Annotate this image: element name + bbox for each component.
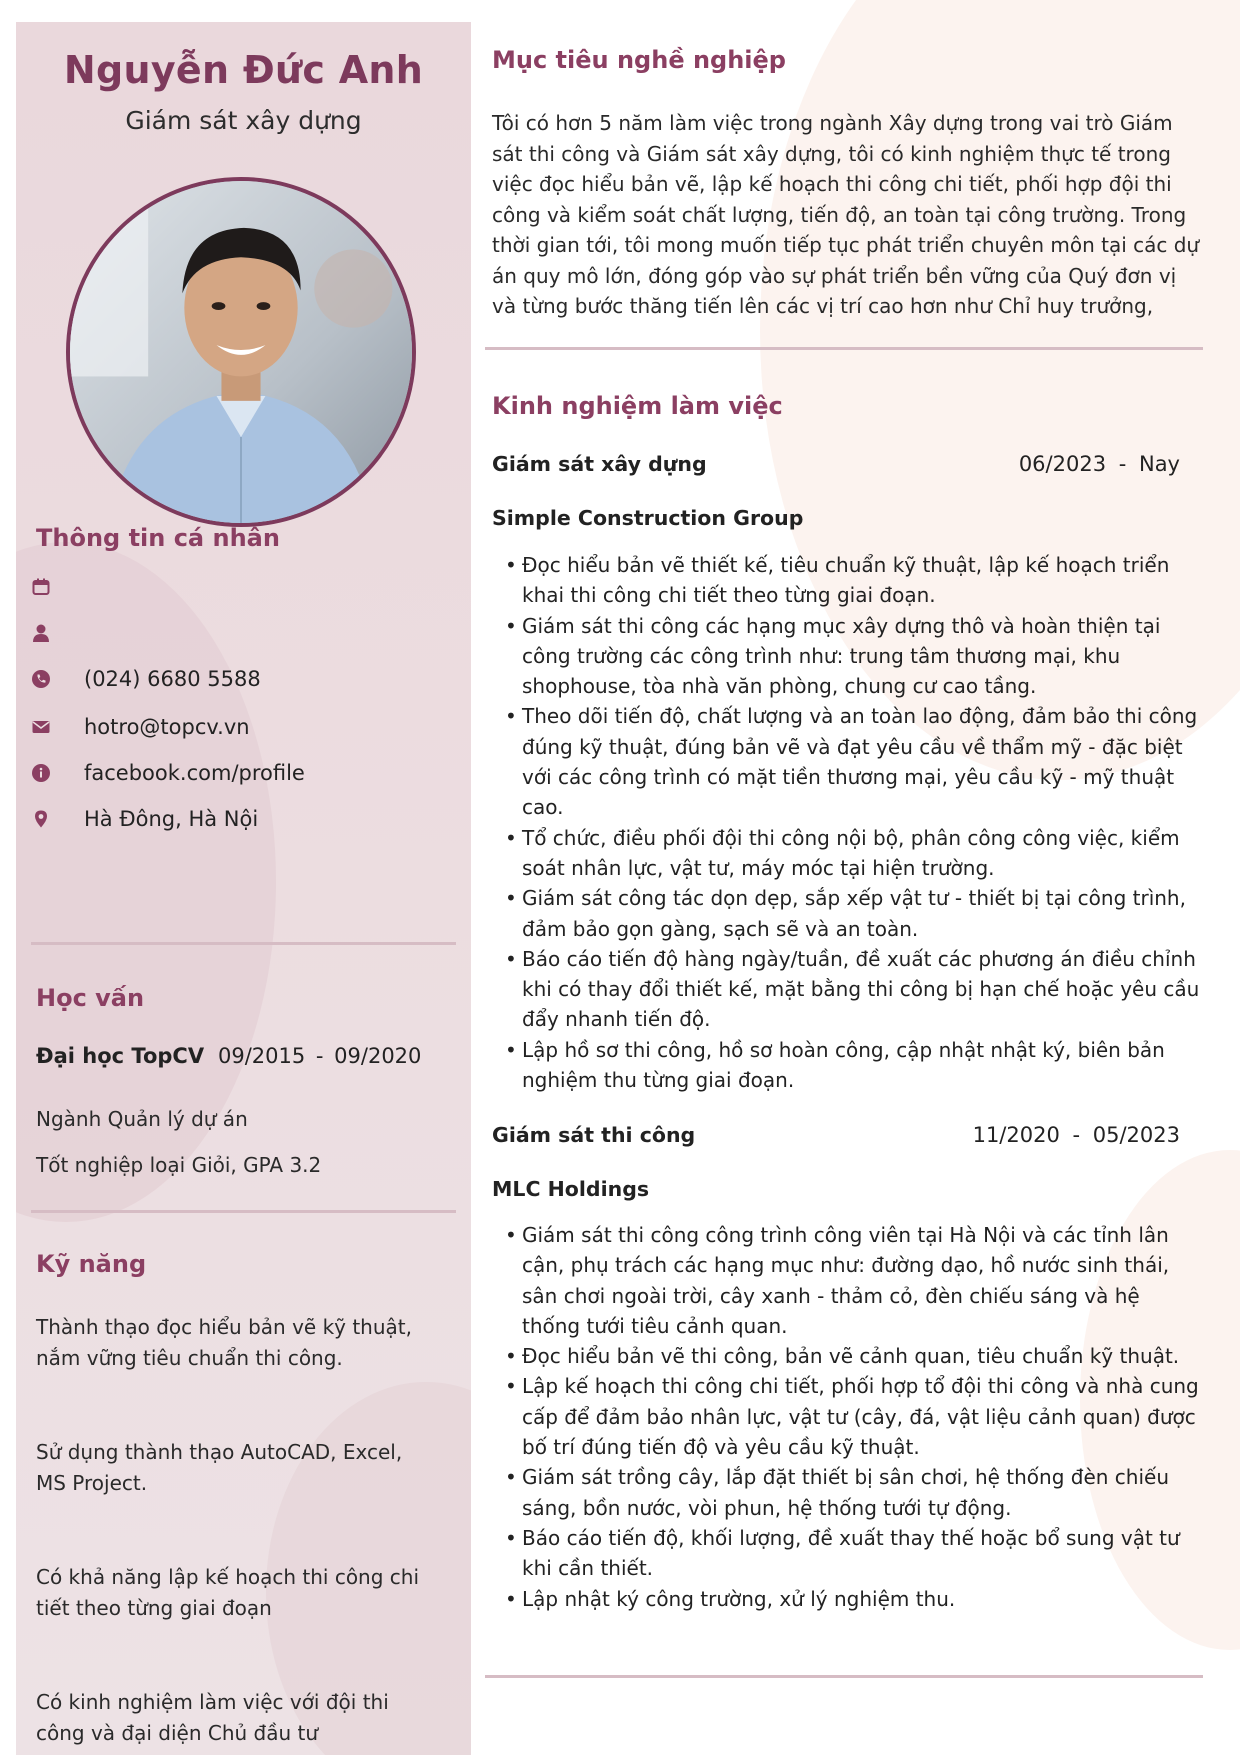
- list-item: • Đọc hiểu bản vẽ thiết kế, tiêu chuẩn kỹ thuật, lập kế hoạch triển khai thi công chi tiết theo từng giai đoạn.: [522, 550, 1204, 611]
- education-result: Tốt nghiệp loại Giỏi, GPA 3.2: [36, 1153, 322, 1177]
- job-dates: 11/2020 - 05/2023: [972, 1123, 1180, 1147]
- personal-info-heading: Thông tin cá nhân: [36, 524, 280, 552]
- list-item: • Giám sát công tác dọn dẹp, sắp xếp vật tư - thiết bị tại công trình, đảm bảo gọn gàng, sạch sẽ và an toàn.: [522, 883, 1204, 944]
- job-title: Giám sát xây dựng: [492, 452, 707, 476]
- section-divider: [485, 347, 1203, 350]
- job-bullets: [492, 550, 1204, 1095]
- list-item: • Lập kế hoạch thi công chi tiết, phối hợp tổ đội thi công và nhà cung cấp để đảm bảo nhân lực, vật tư (cây, đá, vật liệu cảnh quan) được bố trí đúng tiến độ và yêu cầu kỹ thuật.: [522, 1371, 1204, 1462]
- job-company: MLC Holdings: [492, 1177, 650, 1201]
- job-title: Giám sát thi công: [492, 1123, 696, 1147]
- candidate-title: Giám sát xây dựng: [125, 106, 362, 135]
- list-item: • Giám sát trồng cây, lắp đặt thiết bị sân chơi, hệ thống đèn chiếu sáng, bồn nước, vòi phun, hệ thống tưới tự động.: [522, 1462, 1204, 1523]
- education-major: Ngành Quản lý dự án: [36, 1107, 248, 1131]
- list-item: • Giám sát thi công công trình công viên tại Hà Nội và các tỉnh lân cận, phụ trách các hạng mục như: đường dạo, hồ nước sinh thái, sân chơi ngoài trời, cây xanh - thảm cỏ, đèn chiếu sáng và hệ thống tưới tiêu cảnh quan.: [522, 1220, 1204, 1341]
- list-item: • Giám sát thi công các hạng mục xây dựng thô và hoàn thiện tại công trường các công trình như: trung tâm thương mại, khu shophouse, tòa nhà văn phòng, chung cư cao tầng.: [522, 611, 1204, 702]
- phone-text: (024) 6680 5588: [84, 667, 261, 691]
- list-item: • Đọc hiểu bản vẽ thi công, bản vẽ cảnh quan, tiêu chuẩn kỹ thuật.: [522, 1341, 1204, 1371]
- list-item: • Lập nhật ký công trường, xử lý nghiệm thu.: [522, 1584, 1204, 1614]
- list-item: • Báo cáo tiến độ hàng ngày/tuần, đề xuất các phương án điều chỉnh khi có thay đổi thiết kế, mặt bằng thi công bị hạn chế hoặc yêu cầu đẩy nhanh tiến độ.: [522, 944, 1204, 1035]
- address-text: Hà Đông, Hà Nội: [84, 807, 259, 831]
- list-item: • Theo dõi tiến độ, chất lượng và an toàn lao động, đảm bảo thi công đúng kỹ thuật, đúng bản vẽ và đạt yêu cầu về thẩm mỹ - đặc biệt với các công trình có mặt tiền thương mại, yêu cầu kỹ - mỹ thuật cao.: [522, 701, 1204, 822]
- education-school: Đại học TopCV: [36, 1044, 205, 1068]
- section-divider: [485, 1675, 1203, 1678]
- website-text: facebook.com/profile: [84, 761, 305, 785]
- skill-item: Có kinh nghiệm làm việc với đội thi công và đại diện Chủ đầu tư: [36, 1690, 389, 1745]
- skill-item: Có khả năng lập kế hoạch thi công chi tiết theo từng giai đoạn: [36, 1565, 420, 1620]
- education-dates: 09/2015 - 09/2020: [218, 1044, 422, 1068]
- skill-item: Sử dụng thành thạo AutoCAD, Excel, MS Project.: [36, 1440, 403, 1495]
- objective-heading: Mục tiêu nghề nghiệp: [492, 46, 786, 74]
- job-dates: 06/2023 - Nay: [1018, 452, 1180, 476]
- list-item: • Báo cáo tiến độ, khối lượng, đề xuất thay thế hoặc bổ sung vật tư khi cần thiết.: [522, 1523, 1204, 1584]
- experience-heading: Kinh nghiệm làm việc: [492, 392, 783, 420]
- objective-text: Tôi có hơn 5 năm làm việc trong ngành Xây dựng trong vai trò Giám sát thi công và Giám sát xây dựng, tôi có kinh nghiệm thực tế trong việc đọc hiểu bản vẽ, lập kế hoạch thi công chi tiết, phối hợp đội thi công và kiểm soát chất lượng, tiến độ, an toàn tại công trường. Trong thời gian tới, tôi mong muốn tiếp tục phát triển chuyên môn tại các dự án quy mô lớn, đóng góp vào sự phát triển bền vững của Quý đơn vị và từng bước thăng tiến lên các vị trí cao hơn như Chỉ huy trưởng,: [492, 111, 1200, 318]
- list-item: • Lập hồ sơ thi công, hồ sơ hoàn công, cập nhật nhật ký, biên bản nghiệm thu từng giai đoạn.: [522, 1035, 1204, 1096]
- job-bullets: [492, 1220, 1204, 1614]
- job-company: Simple Construction Group: [492, 506, 804, 530]
- skill-item: Thành thạo đọc hiểu bản vẽ kỹ thuật, nắm vững tiêu chuẩn thi công.: [36, 1315, 412, 1370]
- list-item: • Tổ chức, điều phối đội thi công nội bộ, phân công công việc, kiểm soát nhân lực, vật tư, máy móc tại hiện trường.: [522, 823, 1204, 884]
- education-heading: Học vấn: [36, 984, 145, 1012]
- email-text: hotro@topcv.vn: [84, 715, 250, 739]
- candidate-name: Nguyễn Đức Anh: [63, 48, 424, 92]
- skills-heading: Kỹ năng: [36, 1250, 147, 1278]
